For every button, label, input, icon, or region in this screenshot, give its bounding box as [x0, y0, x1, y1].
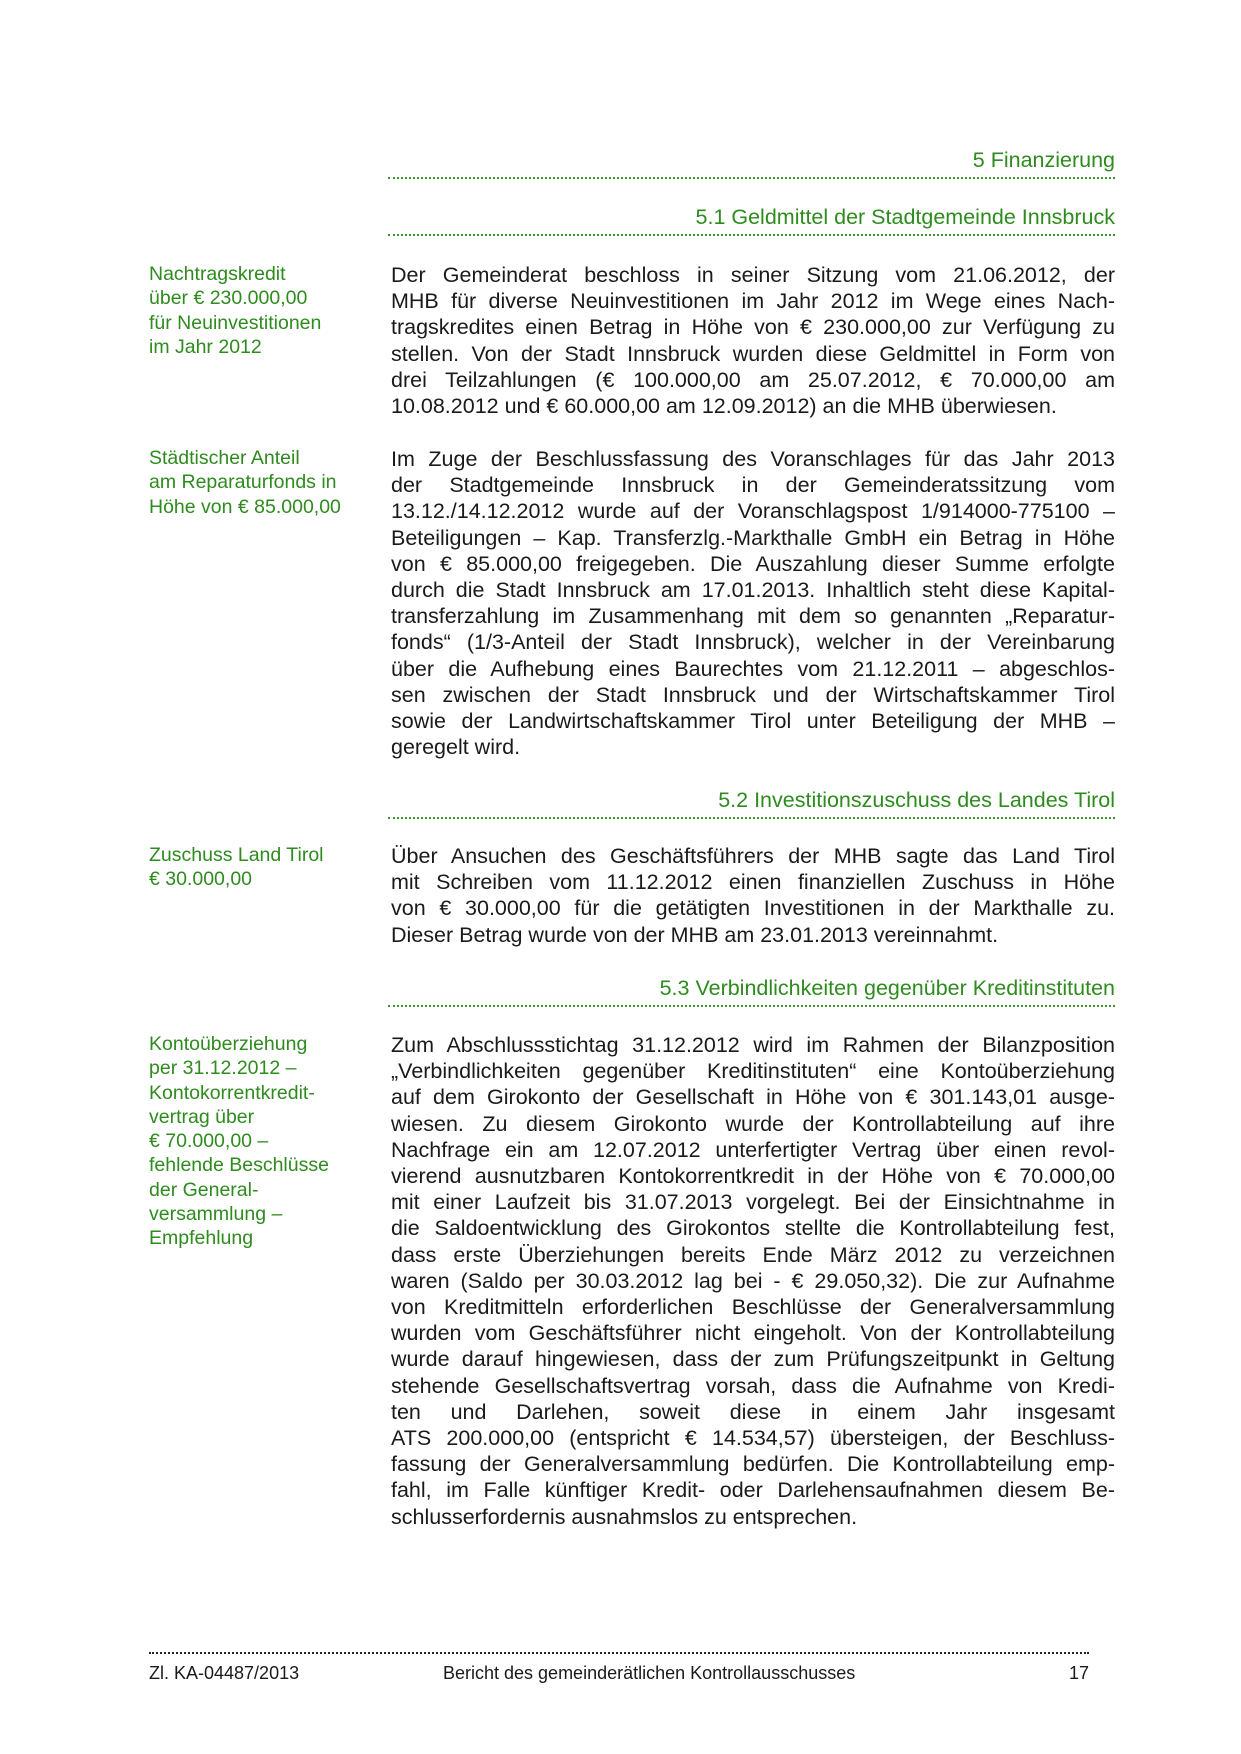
text-line: transferzahlung im Zusammenhang mit dem so genannten „Reparatur- — [391, 604, 1115, 629]
margin-note-line: Nachtragskredit — [149, 263, 286, 285]
text-line: der Stadtgemeinde Innsbruck in der Gemeinderatssitzung vom — [391, 473, 1115, 498]
text-line: Beteiligungen – Kap. Transferzlg.-Markthalle GmbH ein Betrag in Höhe — [391, 525, 1115, 550]
margin-note-line: Kontokorrentkredit- — [149, 1081, 315, 1104]
text-line: 13.12./14.12.2012 wurde auf der Voranschlagspost 1/914000-775100 – — [391, 499, 1115, 524]
text-line: vierend ausnutzbaren Kontokorrentkredit in der Höhe von € 70.000,00 — [391, 1164, 1115, 1189]
text-line: sowie der Landwirtschaftskammer Tirol unter Beteiligung der MHB – — [391, 709, 1115, 734]
text-line: Der Gemeinderat beschloss in seiner Sitzung vom 21.06.2012, der — [391, 263, 1115, 287]
text-line: tragskredites einen Betrag in Höhe von € 230.000,00 zur Verfügung zu — [391, 315, 1115, 340]
text-line: 10.08.2012 und € 60.000,00 am 12.09.2012) an die MHB überwiesen. — [391, 394, 1057, 419]
text-line: sen zwischen der Stadt Innsbruck und der Wirtschaftskammer Tirol — [391, 682, 1115, 707]
text-line: drei Teilzahlungen (€ 100.000,00 am 25.07.2012, € 70.000,00 am — [391, 367, 1115, 392]
text-line: schlusserfordernis ausnahmslos zu entsprechen. — [391, 1504, 858, 1529]
text-line: über die Aufhebung eines Baurechtes vom 21.12.2011 – abgeschlos- — [391, 656, 1115, 681]
paragraph-nachtragskredit — [391, 262, 1115, 419]
chapter-heading: 5 Finanzierung — [972, 148, 1115, 172]
text-line: Über Ansuchen des Geschäftsführers der MHB sagte das Land Tirol — [391, 844, 1115, 868]
text-line: die Saldoentwicklung des Girokontos stellte die Kontrollabteilung fest, — [391, 1216, 1115, 1241]
text-line: Dieser Betrag wurde von der MHB am 23.01.2013 vereinnahmt. — [391, 922, 999, 947]
text-line: Im Zuge der Beschlussfassung des Voranschlages für das Jahr 2013 — [391, 447, 1115, 471]
text-line: dass erste Überziehungen bereits Ende März 2012 zu verzeichnen — [391, 1242, 1115, 1267]
heading-rule — [388, 1005, 1115, 1007]
text-line: wiesen. Zu diesem Girokonto wurde der Kontrollabteilung auf ihre — [391, 1111, 1115, 1136]
margin-note-line: versammlung – — [149, 1203, 283, 1226]
text-line: mit Schreiben vom 11.12.2012 einen finanziellen Zuschuss in Höhe — [391, 870, 1115, 895]
margin-note-line: Städtischer Anteil — [149, 447, 300, 469]
text-line: geregelt wird. — [391, 735, 521, 760]
margin-note-reparaturfonds — [149, 446, 364, 519]
text-line: fonds“ (1/3-Anteil der Stadt Innsbruck), welcher in der Vereinbarung — [391, 630, 1115, 655]
text-line: wurde darauf hingewiesen, dass der zum Prüfungszeitpunkt in Geltung — [391, 1347, 1115, 1372]
paragraph-reparaturfonds — [391, 446, 1115, 760]
text-line: mit einer Laufzeit bis 31.07.2013 vorgelegt. Bei der Einsichtnahme in — [391, 1190, 1115, 1215]
text-line: ten und Darlehen, soweit diese in einem Jahr insgesamt — [391, 1399, 1115, 1424]
margin-note-line: für Neuinvestitionen — [149, 311, 322, 334]
text-line: „Verbindlichkeiten gegenüber Kreditinstituten“ eine Kontoüberziehung — [391, 1059, 1115, 1084]
margin-note-line: der General- — [149, 1178, 259, 1201]
margin-note-line: vertrag über — [149, 1105, 255, 1128]
margin-note-line: per 31.12.2012 – — [149, 1057, 297, 1080]
heading-rule — [388, 234, 1115, 236]
text-line: ATS 200.000,00 (entspricht € 14.534,57) übersteigen, der Beschluss- — [391, 1426, 1115, 1451]
subsection-heading-5-3: 5.3 Verbindlichkeiten gegenüber Kreditinstituten — [659, 976, 1115, 1000]
margin-note-line: fehlende Beschlüsse — [149, 1154, 329, 1177]
text-line: Zum Abschlussstichtag 31.12.2012 wird im Rahmen der Bilanzposition — [391, 1033, 1115, 1057]
text-line: von € 30.000,00 für die getätigten Investitionen in der Markthalle zu. — [391, 896, 1115, 921]
heading-rule — [388, 817, 1115, 819]
heading-rule — [388, 177, 1115, 179]
margin-note-zuschuss — [149, 843, 364, 892]
margin-note-line: Kontoüberziehung — [149, 1033, 308, 1055]
margin-note-line: Höhe von € 85.000,00 — [149, 495, 341, 518]
text-line: wurden vom Geschäftsführer nicht eingeholt. Von der Kontrollabteilung — [391, 1321, 1115, 1346]
margin-note-line: über € 230.000,00 — [149, 287, 308, 310]
footer-rule — [149, 1652, 1089, 1654]
margin-note-nachtragskredit — [149, 262, 364, 359]
paragraph-kontoueberziehung — [391, 1032, 1115, 1530]
margin-note-line: Empfehlung — [149, 1227, 254, 1250]
text-line: fassung der Generalversammlung bedürfen. Die Kontrollabteilung emp- — [391, 1452, 1115, 1477]
text-line: MHB für diverse Neuinvestitionen im Jahr 2012 im Wege eines Nach- — [391, 289, 1115, 314]
text-line: fahl, im Falle künftiger Kredit- oder Darlehensaufnahmen diesem Be- — [391, 1478, 1115, 1503]
margin-note-kontoueberziehung — [149, 1032, 364, 1251]
text-line: auf dem Girokonto der Gesellschaft in Höhe von € 301.143,01 ausge- — [391, 1085, 1115, 1110]
text-line: stehende Gesellschaftsvertrag vorsah, dass die Aufnahme von Kredi- — [391, 1373, 1115, 1398]
text-line: durch die Stadt Innsbruck am 17.01.2013. Inhaltlich steht diese Kapital- — [391, 578, 1115, 603]
footer-title: Bericht des gemeinderätlichen Kontrollausschusses — [443, 1663, 856, 1683]
text-line: von € 85.000,00 freigegeben. Die Auszahlung dieser Summe erfolgte — [391, 551, 1115, 576]
margin-note-line: Zuschuss Land Tirol — [149, 844, 324, 866]
margin-note-line: € 30.000,00 — [149, 868, 253, 891]
subsection-heading-5-1: 5.1 Geldmittel der Stadtgemeinde Innsbruck — [695, 205, 1115, 229]
margin-note-line: am Reparaturfonds in — [149, 471, 337, 494]
page-number: 17 — [1068, 1663, 1089, 1683]
text-line: von Kreditmitteln erforderlichen Beschlüsse der Generalversammlung — [391, 1295, 1115, 1320]
paragraph-zuschuss — [391, 843, 1115, 948]
margin-note-line: im Jahr 2012 — [149, 335, 262, 358]
text-line: Nachfrage ein am 12.07.2012 unterfertigter Vertrag über einen revol- — [391, 1137, 1115, 1162]
margin-note-line: € 70.000,00 – — [149, 1130, 269, 1153]
subsection-heading-5-2: 5.2 Investitionszuschuss des Landes Tirol — [718, 788, 1115, 812]
footer-reference: Zl. KA-04487/2013 — [149, 1663, 300, 1683]
text-line: stellen. Von der Stadt Innsbruck wurden diese Geldmittel in Form von — [391, 341, 1115, 366]
text-line: waren (Saldo per 30.03.2012 lag bei - € 29.050,32). Die zur Aufnahme — [391, 1268, 1115, 1293]
